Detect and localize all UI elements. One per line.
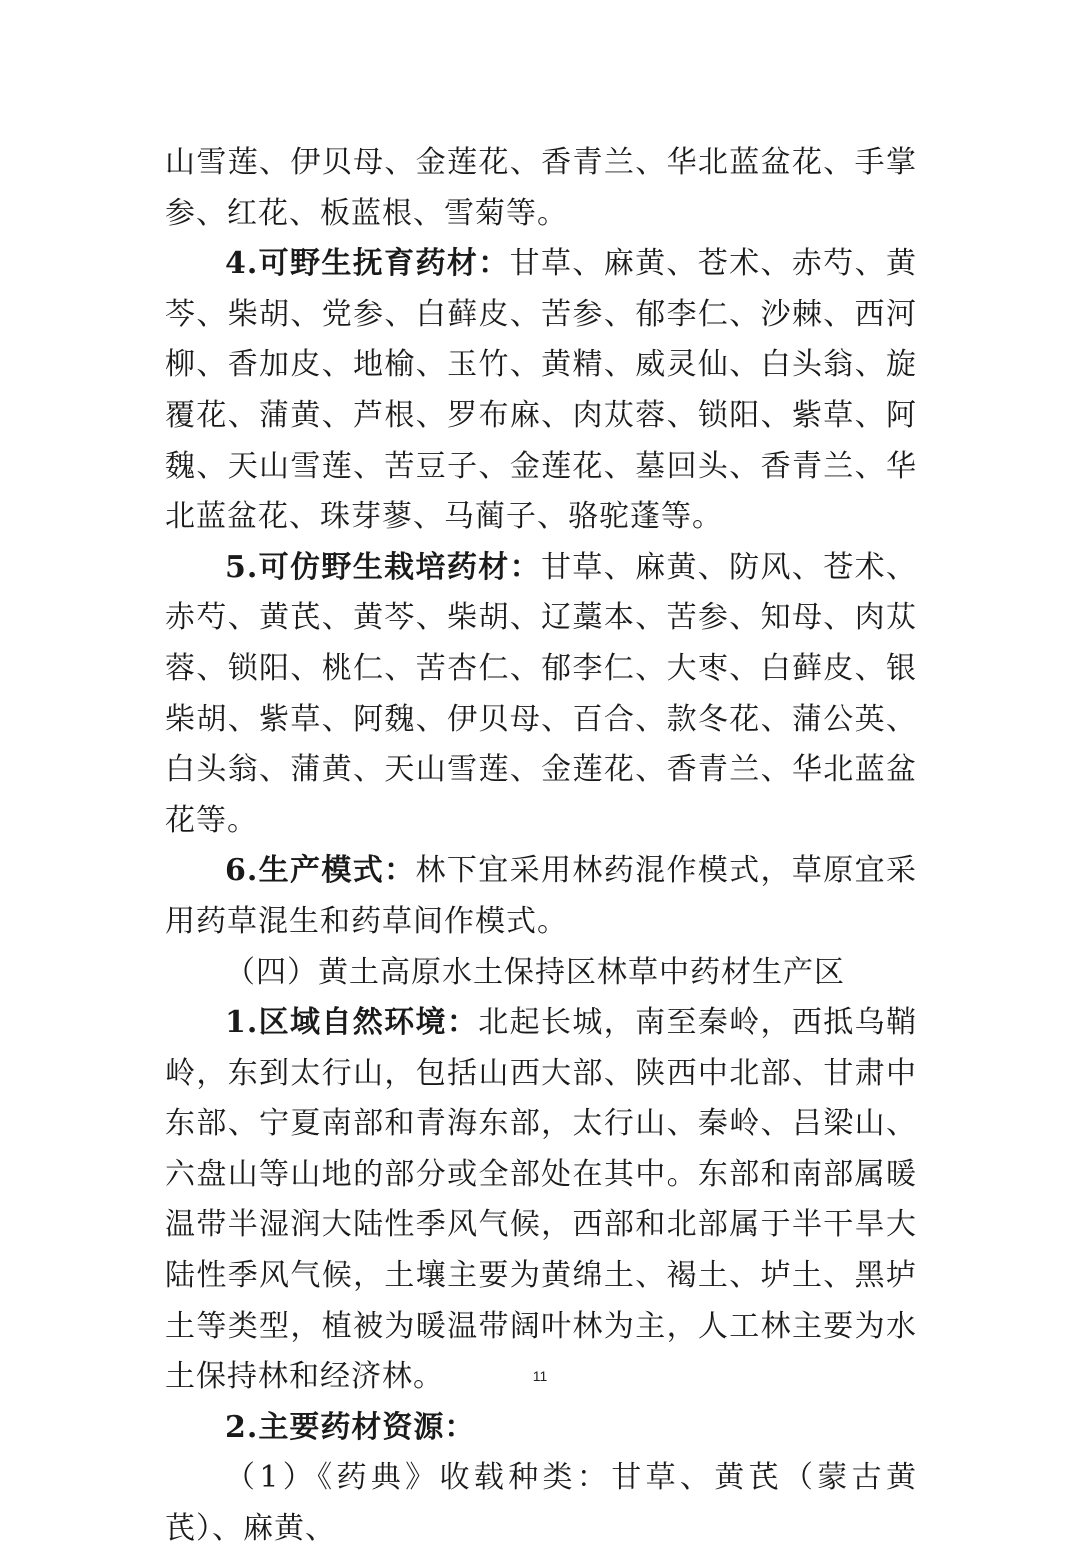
paragraph-body: 甘草、麻黄、防风、苍术、赤芍、黄芪、黄芩、柴胡、辽藁本、苦参、知母、肉苁蓉、锁阳、桃仁、苦杏仁、郁李仁、大枣、白藓皮、银柴胡、紫草、阿魏、伊贝母、百合、款冬花、蒲公英、白头翁、蒲黄、天山雪莲、金莲花、香青兰、华北蓝盆花等。	[165, 549, 918, 838]
paragraph-body: 林下宜采用林药混作模式，草原宜采用药草混生和药草间作模式。	[165, 853, 917, 939]
paragraph-heading: 2.主要药材资源：	[225, 1409, 476, 1445]
page-number: 11	[532, 1368, 548, 1384]
paragraph-pharmacopoeia: （1）《药典》收载种类：甘草、黄芪（蒙古黄芪）、麻黄、	[165, 1460, 917, 1547]
paragraph-main-resources	[165, 1403, 917, 1454]
paragraph-heading: 4.可野生抚育药材：	[225, 246, 510, 282]
paragraph-imitation-wild	[165, 543, 917, 847]
paragraph-body: 北起长城，南至秦岭，西抵乌鞘岭，东到太行山，包括山西大部、陕西中北部、甘肃中东部、宁夏南部和青海东部，太行山、秦岭、吕梁山、六盘山等山地的部分或全部处在其中。东部和南部属暖温带半湿润大陆性季风气候，西部和北部属于半干旱大陆性季风气候，土壤主要为黄绵土、褐土、垆土、黑垆土等类型，植被为暖温带阔叶林为主，人工林主要为水土保持林和经济林。	[165, 1005, 917, 1395]
paragraph-heading: 1.区域自然环境：	[225, 1005, 479, 1041]
paragraph-continuation: 山雪莲、伊贝母、金莲花、香青兰、华北蓝盆花、手掌参、红花、板蓝根、雪菊等。	[165, 145, 917, 231]
paragraph-natural-environment	[165, 998, 917, 1403]
section-heading: （四）黄土高原水土保持区林草中药材生产区	[225, 954, 845, 990]
paragraph-wild-tending	[165, 239, 917, 543]
paragraph-heading: 6.生产模式：	[225, 853, 416, 889]
body-text	[165, 138, 917, 1555]
paragraph-body: 甘草、麻黄、苍术、赤芍、黄芩、柴胡、党参、白藓皮、苦参、郁李仁、沙棘、西河柳、香加皮、地榆、玉竹、黄精、威灵仙、白头翁、旋覆花、蒲黄、芦根、罗布麻、肉苁蓉、锁阳、紫草、阿魏、天山雪莲、苦豆子、金莲花、墓回头、香青兰、华北蓝盆花、珠芽蓼、马蔺子、骆驼蓬等。	[165, 246, 917, 535]
paragraph-production-mode	[165, 846, 917, 947]
paragraph-heading: 5.可仿野生栽培药材：	[225, 549, 541, 585]
